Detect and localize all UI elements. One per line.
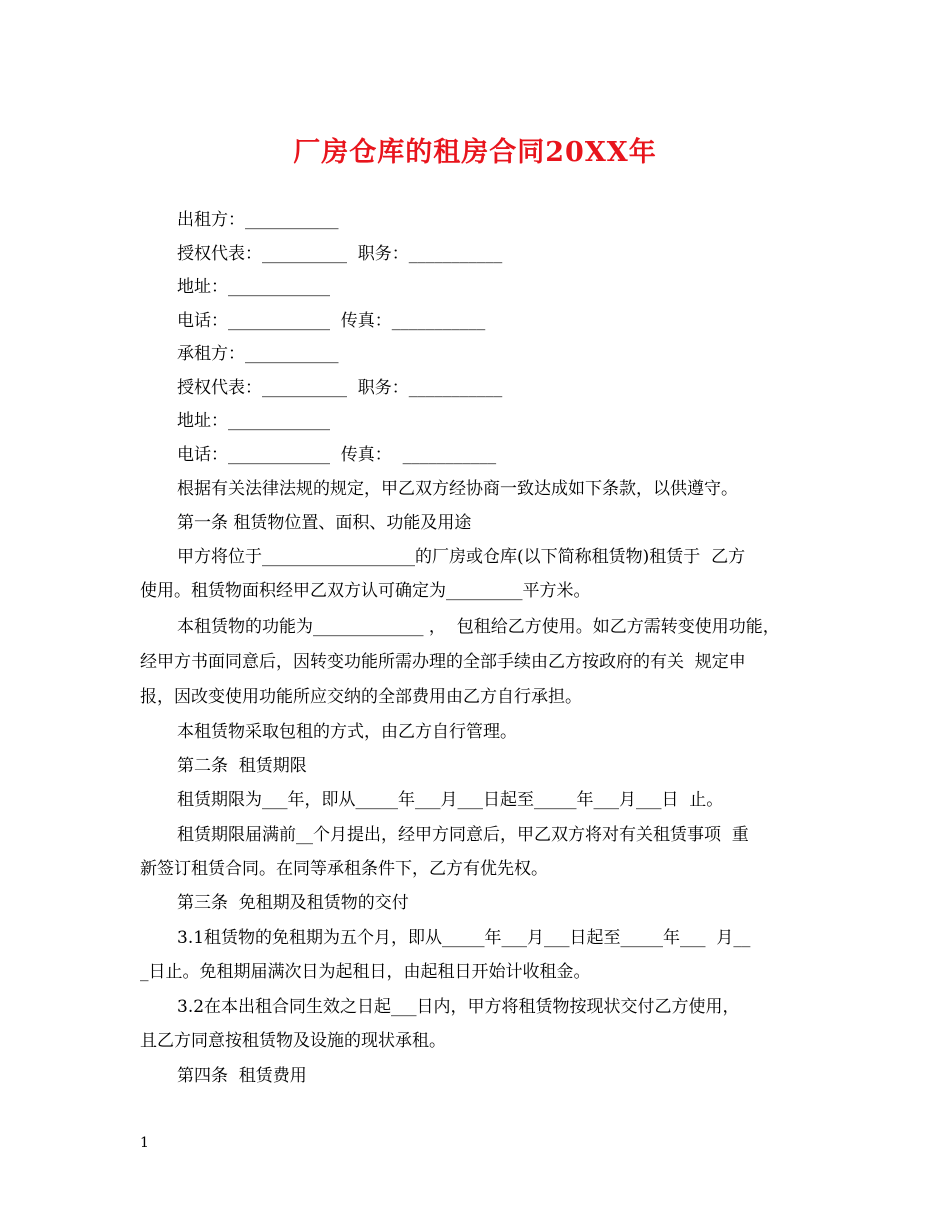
preamble-paragraph: 根据有关法律法规的规定，甲乙双方经协商一致达成如下条款，以供遵守。 bbox=[177, 479, 738, 499]
lessor-line: 出租方：___________ bbox=[177, 210, 339, 230]
paragraph-line: 3.1租赁物的免租期为五个月，即从_____年___月___日起至_____年___ 月__ bbox=[177, 928, 751, 948]
lessee-phone-line: 电话：____________ 传真： ___________ bbox=[177, 445, 497, 465]
lessor-address-line: 地址：____________ bbox=[177, 277, 330, 297]
article-1-heading: 第一条 租赁物位置、面积、功能及用途 bbox=[177, 513, 472, 533]
paragraph-line: _日止。免租期届满次日为起租日，由起租日开始计收租金。 bbox=[140, 962, 591, 982]
paragraph-line: 经甲方书面同意后，因转变功能所需办理的全部手续由乙方按政府的有关 规定申 bbox=[140, 652, 746, 672]
paragraph-line: 报，因改变使用功能所应交纳的全部费用由乙方自行承担。 bbox=[140, 687, 582, 707]
paragraph-line: 使用。租赁物面积经甲乙双方认可确定为_________平方米。 bbox=[140, 581, 591, 601]
paragraph-line: 本租赁物的功能为_____________ ， 包租给乙方使用。如乙方需转变使用功能， bbox=[177, 617, 780, 637]
paragraph-line: 本租赁物采取包租的方式，由乙方自行管理。 bbox=[177, 722, 517, 742]
page-number: 1 bbox=[140, 1135, 149, 1151]
lessee-representative-line: 授权代表：__________ 职务：___________ bbox=[177, 378, 503, 398]
paragraph-line: 新签订租赁合同。在同等承租条件下，乙方有优先权。 bbox=[140, 859, 548, 879]
paragraph-line: 3.2在本出租合同生效之日起___日内，甲方将租赁物按现状交付乙方使用， bbox=[177, 997, 740, 1017]
article-4-heading: 第四条 租赁费用 bbox=[177, 1066, 307, 1086]
lessor-phone-line: 电话：____________ 传真：___________ bbox=[177, 311, 486, 331]
lessee-line: 承租方：___________ bbox=[177, 344, 339, 364]
paragraph-line: 甲方将位于__________________的厂房或仓库(以下简称租赁物)租赁于 乙方 bbox=[177, 547, 746, 567]
lessee-address-line: 地址：____________ bbox=[177, 411, 330, 431]
paragraph-line: 租赁期限为___年，即从_____年___月___日起至_____年___月___日 止。 bbox=[177, 790, 724, 810]
article-2-heading: 第二条 租赁期限 bbox=[177, 756, 307, 776]
paragraph-line: 租赁期限届满前__个月提出，经甲方同意后，甲乙双方将对有关租赁事项 重 bbox=[177, 825, 749, 845]
paragraph-line: 且乙方同意按租赁物及设施的现状承租。 bbox=[140, 1031, 446, 1051]
article-3-heading: 第三条 免租期及租赁物的交付 bbox=[177, 893, 409, 913]
document-title: 厂房仓库的租房合同20XX年 bbox=[293, 137, 657, 168]
lessor-representative-line: 授权代表：__________ 职务：___________ bbox=[177, 244, 503, 264]
